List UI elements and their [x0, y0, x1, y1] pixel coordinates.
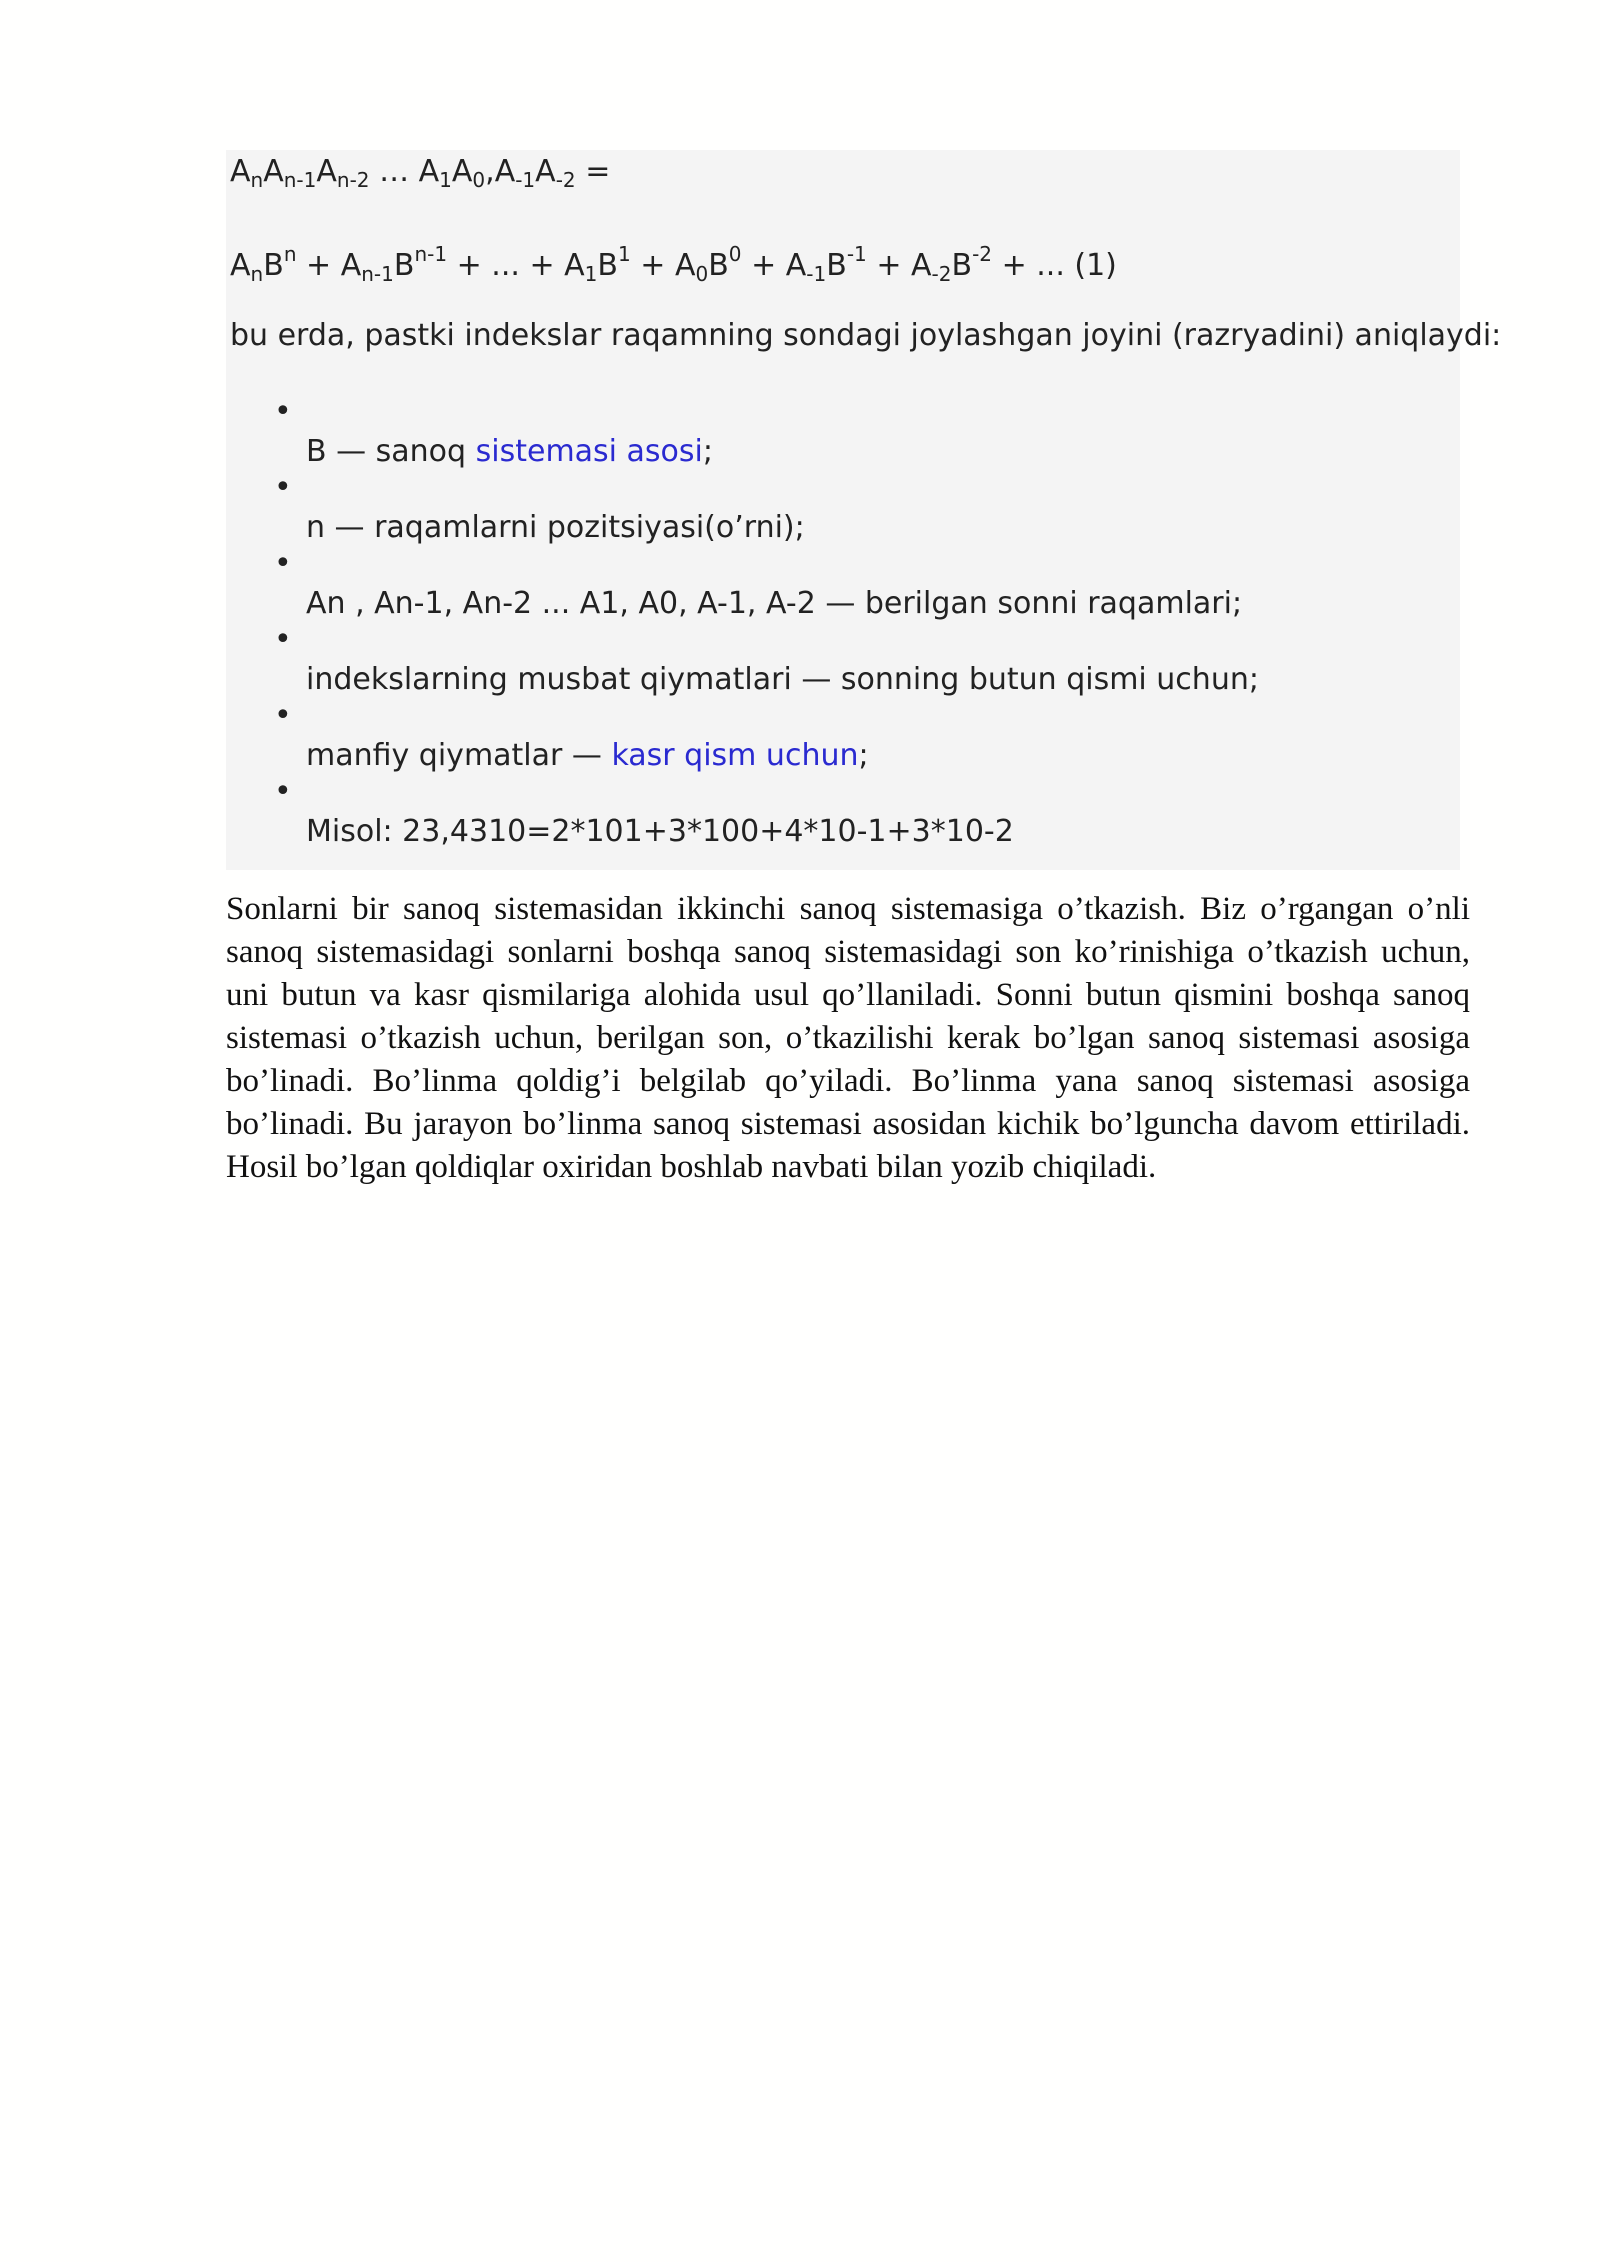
formula-text: + ... +	[447, 248, 565, 283]
formula-text: +	[741, 248, 786, 283]
list-item-text: indekslarning musbat qiymatlari — sonning butun qismi uchun;	[306, 662, 1259, 697]
formula-term: $A_1$	[418, 154, 452, 192]
formula-term: $A_{-1}$	[494, 154, 536, 192]
formula-term: $B^1$	[597, 242, 631, 283]
formula-term: $A_1$	[564, 248, 598, 286]
bullet-icon: •	[274, 622, 292, 657]
formula-term: $A_0$	[451, 154, 486, 192]
bullet-icon: •	[274, 394, 292, 429]
formula-expanded-form	[230, 236, 1117, 292]
list-item-text: B — sanoq sistemasi asosi;	[306, 434, 713, 469]
formula-text: +	[630, 248, 675, 283]
formula-explanation: bu erda, pastki indekslar raqamning sondagi joylashgan joyini (razryadini) aniqlaydi:	[230, 318, 1502, 353]
list-item-text: An , An-1, An-2 ... A1, A0, A-1, A-2 — berilgan sonni raqamlari;	[306, 586, 1243, 621]
formula-term: $A_{-1}$	[785, 248, 827, 286]
formula-text: +	[296, 248, 341, 283]
list-item-text: Misol: 23,4310=2*101+3*100+4*10-1+3*10-2	[306, 814, 1014, 849]
body-paragraph: Sonlarni bir sanoq sistemasidan ikkinchi sanoq sistemasiga o’tkazish. Biz o’rgangan o’nli sanoq sistemasidagi sonlarni boshqa sanoq sistemasidagi son ko’rinishiga o’tkazish uchun, uni butun va kasr qismilariga alohida usul qo’llaniladi. Sonni butun qismini boshqa sanoq sistemasi o’tkazish uchun, berilgan son, o’tkazilishi kerak bo’lgan sanoq sistemasi asosiga bo’linadi. Bo’linma qoldig’i belgilab qo’yiladi. Bo’linma yana sanoq sistemasi asosiga bo’linadi. Bu jarayon bo’linma sanoq sistemasi asosidan kichik bo’lguncha davom ettiriladi. Hosil bo’lgan qoldiqlar oxiridan boshlab navbati bilan yozib chiqiladi.	[226, 891, 1470, 1185]
link-sistemasi-asosi[interactable]: sistemasi asosi	[475, 434, 703, 469]
bullet-icon: •	[274, 470, 292, 505]
link-kasr-qism-uchun[interactable]: kasr qism uchun	[611, 738, 859, 773]
formula-text: =	[575, 154, 611, 189]
formula-text: …	[369, 154, 419, 189]
formula-term: $B^{-2}$	[951, 242, 993, 283]
bullet-icon: •	[274, 546, 292, 581]
formula-text: ,	[485, 154, 495, 189]
formula-term: $A_{n-2}$	[316, 154, 370, 192]
list-item-text: n — raqamlarni pozitsiyasi(o’rni);	[306, 510, 805, 545]
bullet-icon: •	[274, 698, 292, 733]
embedded-screenshot	[226, 150, 1502, 870]
formula-number-notation	[230, 154, 610, 198]
formula-term: $B^{n-1}$	[393, 242, 448, 283]
formula-term: $A_n$	[230, 154, 264, 192]
formula-term: $B^0$	[708, 242, 742, 283]
formula-term: $B^n$	[263, 242, 297, 283]
formula-term: $A_{-2}$	[535, 154, 576, 192]
formula-term: $A_n$	[230, 248, 264, 286]
formula-term: $A_{-2}$	[911, 248, 952, 286]
bullet-icon: •	[274, 774, 292, 809]
formula-term: $A_{n-1}$	[340, 248, 394, 286]
formula-term: $B^{-1}$	[826, 242, 867, 283]
list-item-text: manfiy qiymatlar — kasr qism uchun;	[306, 738, 869, 773]
formula-term: $A_0$	[674, 248, 709, 286]
formula-text: + ... (1)	[992, 248, 1117, 283]
formula-text: +	[866, 248, 911, 283]
formula-term: $A_{n-1}$	[263, 154, 317, 192]
